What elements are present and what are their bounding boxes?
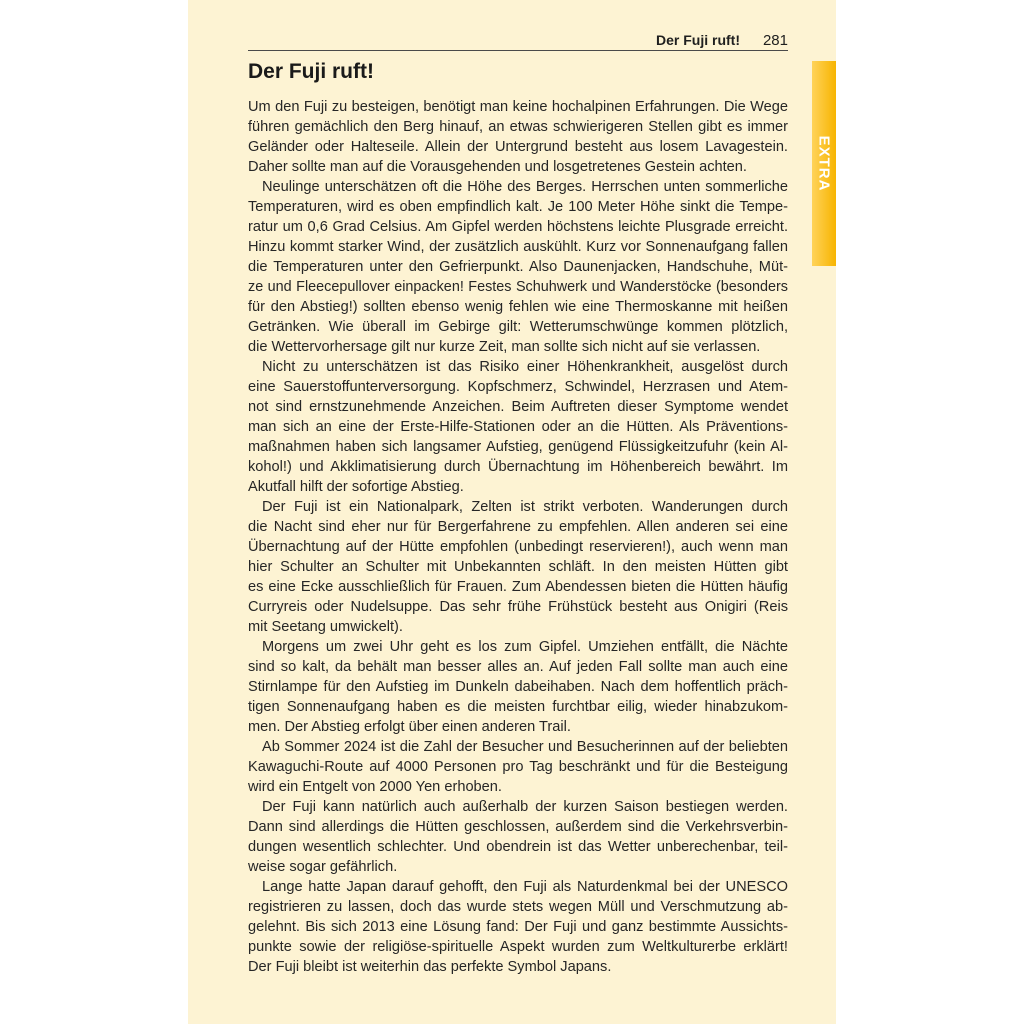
article-title: Der Fuji ruft! xyxy=(248,60,374,83)
text-line: Akutfall hilft der sofortige Abstieg. xyxy=(248,479,464,495)
text-line: Lange hatte Japan darauf gehofft, den Fuji als Naturdenkmal bei der UNESCO xyxy=(262,879,788,895)
text-line: Dann sind allerdings die Hütten geschlossen, außerdem sind die Verkehrsverbin- xyxy=(248,819,788,835)
page-number: 281 xyxy=(762,32,788,49)
text-line: punkte sowie der religiöse-spirituelle Aspekt wurden zum Weltkulturerbe erklärt! xyxy=(248,939,788,955)
text-line: dungen wesentlich schlechter. Und obendrein ist das Wetter unberechenbar, teil- xyxy=(248,839,788,855)
text-line: Übernachtung auf der Hütte empfohlen (unbedingt reservieren!), auch wenn man xyxy=(248,539,788,555)
text-line: Kawaguchi-Route auf 4000 Personen pro Tag beschränkt und für die Besteigung xyxy=(248,759,788,775)
text-line: führen gemächlich den Berg hinauf, an etwas schwierigeren Stellen gibt es immer xyxy=(248,119,788,135)
text-line: maßnahmen haben sich langsamer Aufstieg, genügend Flüssigkeitzufuhr (kein Al- xyxy=(248,439,788,455)
article-body xyxy=(248,97,788,977)
text-line: Geländer oder Halteseile. Allein der Untergrund besteht aus losem Lavagestein. xyxy=(248,139,788,155)
text-line: ze und Fleecepullover einpacken! Festes Schuhwerk und Wanderstöcke (besonders xyxy=(248,279,788,295)
text-line: gelehnt. Bis sich 2013 eine Lösung fand: Der Fuji und ganz bestimmte Aussichts- xyxy=(248,919,788,935)
text-line: sind so kalt, da behält man besser alles an. Auf jeden Fall sollte man auch eine xyxy=(248,659,788,675)
extra-side-tab xyxy=(812,61,836,266)
text-line: registrieren zu lassen, doch das wurde stets wegen Müll und Verschmutzung ab- xyxy=(248,899,788,915)
text-line: Curryreis oder Nudelsuppe. Das sehr frühe Frühstück besteht aus Onigiri (Reis xyxy=(248,599,788,615)
text-line: Der Fuji bleibt ist weiterhin das perfekte Symbol Japans. xyxy=(248,959,612,975)
text-line: die Wettervorhersage gilt nur kurze Zeit, man sollte sich nicht auf sie verlassen. xyxy=(248,339,761,355)
text-line: Daher sollte man auf die Vorausgehenden und losgetretenes Gestein achten. xyxy=(248,159,747,175)
text-line: Stirnlampe für den Aufstieg im Dunkeln dabeihaben. Nach dem hoffentlich präch- xyxy=(248,679,788,695)
text-line: Neulinge unterschätzen oft die Höhe des Berges. Herrschen unten sommerliche xyxy=(262,179,788,195)
text-line: es eine Ecke ausschließlich für Frauen. Zum Abendessen bieten die Hütten häufig xyxy=(248,579,788,595)
text-line: Temperaturen, wird es oben empfindlich kalt. Je 100 Meter Höhe sinkt die Tempe- xyxy=(248,199,788,215)
text-line: men. Der Abstieg erfolgt über einen anderen Trail. xyxy=(248,719,571,735)
text-line: not sind ernstzunehmende Anzeichen. Beim Auftreten dieser Symptome wendet xyxy=(248,399,788,415)
text-line: tigen Sonnenaufgang haben es die meisten furchtbar eilig, wieder hinabzukom- xyxy=(248,699,788,715)
text-line: Morgens um zwei Uhr geht es los zum Gipfel. Umziehen entfällt, die Nächte xyxy=(262,639,788,655)
text-line: eine Sauerstoffunterversorgung. Kopfschmerz, Schwindel, Herzrasen und Atem- xyxy=(248,379,788,395)
text-line: die Temperaturen unter den Gefrierpunkt. Also Daunenjacken, Handschuhe, Müt- xyxy=(248,259,788,275)
text-line: mit Seetang umwickelt). xyxy=(248,619,403,635)
text-line: Nicht zu unterschätzen ist das Risiko einer Höhenkrankheit, ausgelöst durch xyxy=(262,359,788,375)
extra-tab-label: EXTRA xyxy=(815,135,833,192)
text-line: die Nacht sind eher nur für Bergerfahrene zu empfehlen. Allen anderen sei eine xyxy=(248,519,788,535)
text-line: wird ein Entgelt von 2000 Yen erhoben. xyxy=(248,779,502,795)
text-line: ratur um 0,6 Grad Celsius. Am Gipfel werden höchstens leichte Plusgrade erreicht. xyxy=(248,219,788,235)
text-line: Hinzu kommt starker Wind, der zusätzlich auskühlt. Kurz vor Sonnenaufgang fallen xyxy=(248,239,788,255)
text-line: weise sogar gefährlich. xyxy=(248,859,398,875)
text-line: Der Fuji ist ein Nationalpark, Zelten ist strikt verboten. Wanderungen durch xyxy=(262,499,788,515)
text-line: kohol!) und Akklimatisierung durch Übernachtung im Höhenbereich bewährt. Im xyxy=(248,459,788,475)
running-head xyxy=(248,30,788,51)
text-line: Ab Sommer 2024 ist die Zahl der Besucher und Besucherinnen auf der beliebten xyxy=(262,739,788,755)
text-line: Der Fuji kann natürlich auch außerhalb der kurzen Saison bestiegen werden. xyxy=(262,799,788,815)
text-line: Um den Fuji zu besteigen, benötigt man keine hochalpinen Erfahrungen. Die Wege xyxy=(248,99,788,115)
text-line: für den Abstieg!) sollten ebenso wenig fehlen wie eine Thermoskanne mit heißen xyxy=(248,299,788,315)
text-line: hier Schulter an Schulter mit Unbekannten schläft. In den meisten Hütten gibt xyxy=(248,559,788,575)
text-line: man sich an eine der Erste-Hilfe-Stationen oder an die Hütten. Als Präventions- xyxy=(248,419,788,435)
running-head-title: Der Fuji ruft! xyxy=(656,32,740,48)
text-line: Getränken. Wie überall im Gebirge gilt: Wetterumschwünge kommen plötzlich, xyxy=(248,319,788,335)
